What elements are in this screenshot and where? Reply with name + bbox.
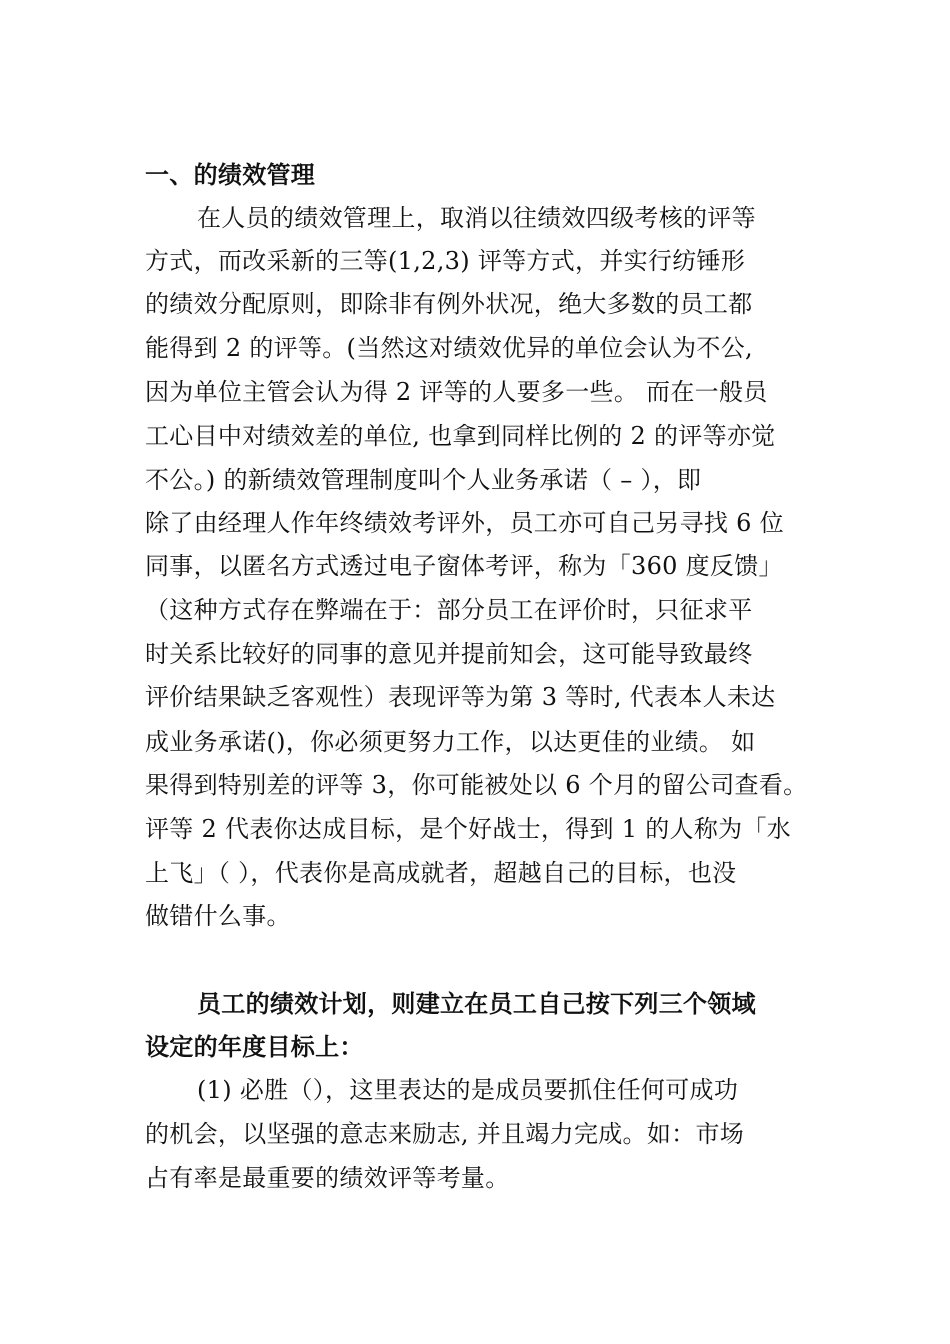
paragraph-line: 果得到特别差的评等 3，你可能被处以 6 个月的留公司查看。 xyxy=(145,771,808,799)
paragraph-line: 设定的年度目标上： xyxy=(145,1032,364,1061)
section-heading: 一、的绩效管理 xyxy=(145,160,316,189)
paragraph-line: 因为单位主管会认为得 2 评等的人要多一些。 而在一般员 xyxy=(145,378,768,406)
paragraph-line: (1) 必胜（），这里表达的是成员要抓住任何可成功 xyxy=(197,1076,739,1104)
paragraph-line: 上飞」（ ），代表你是高成就者，超越自己的目标，也没 xyxy=(145,859,737,887)
paragraph-line: 员工的绩效计划，则建立在员工自己按下列三个领域 xyxy=(197,989,756,1018)
paragraph-line: 评价结果缺乏客观性）表现评等为第 3 等时, 代表本人未达 xyxy=(145,683,776,711)
paragraph-line: 的绩效分配原则，即除非有例外状况，绝大多数的员工都 xyxy=(145,290,753,318)
paragraph-line: 的机会，以坚强的意志来励志, 并且竭力完成。如：市场 xyxy=(145,1120,745,1148)
paragraph-line: 成业务承诺()，你必须更努力工作，以达更佳的业绩。 如 xyxy=(145,728,756,756)
paragraph-line: 评等 2 代表你达成目标，是个好战士，得到 1 的人称为「水 xyxy=(145,815,792,843)
paragraph-line: 除了由经理人作年终绩效考评外，员工亦可自己另寻找 6 位 xyxy=(145,509,784,537)
paragraph-line: 在人员的绩效管理上，取消以往绩效四级考核的评等 xyxy=(197,204,756,232)
paragraph-line: 占有率是最重要的绩效评等考量。 xyxy=(145,1164,510,1192)
paragraph-line: 方式，而改采新的三等(1,2,3) 评等方式，并实行纺锤形 xyxy=(145,247,746,275)
paragraph-line: 做错什么事。 xyxy=(145,902,291,930)
paragraph-line: 能得到 2 的评等。(当然这对绩效优异的单位会认为不公, xyxy=(145,334,753,362)
paragraph-line: 时关系比较好的同事的意见并提前知会，这可能导致最终 xyxy=(145,640,753,668)
paragraph-line: 不公。) 的新绩效管理制度叫个人业务承诺（ – ），即 xyxy=(145,466,702,494)
paragraph-line: 工心目中对绩效差的单位, 也拿到同样比例的 2 的评等亦觉 xyxy=(145,422,776,450)
paragraph-line: 同事，以匿名方式透过电子窗体考评，称为「360 度反馈」 xyxy=(145,552,783,580)
paragraph-line: （这种方式存在弊端在于：部分员工在评价时，只征求平 xyxy=(145,596,753,624)
